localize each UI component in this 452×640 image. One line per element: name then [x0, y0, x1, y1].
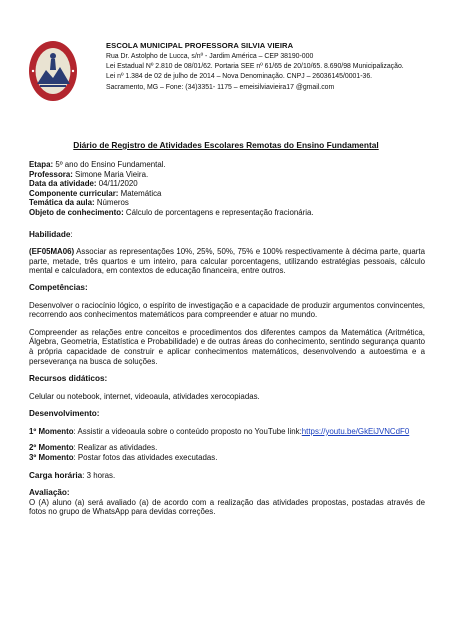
- info-label: Temática da aula:: [29, 198, 95, 208]
- habilidade-text: [29, 247, 425, 276]
- info-tematica: [29, 198, 425, 208]
- info-etapa: [29, 160, 425, 170]
- youtube-link[interactable]: https://youtu.be/GkEiJVNCdF0: [301, 426, 410, 436]
- carga-horaria: [29, 471, 425, 481]
- info-value: Cálculo de porcentagens e representação fracionária.: [123, 207, 314, 217]
- school-name: ESCOLA MUNICIPAL PROFESSORA SILVIA VIEIRA: [106, 41, 294, 50]
- legal-line: Lei nº 1.384 de 02 de julho de 2014 – Nova Denominação. CNPJ – 26036145/0001-36.: [106, 73, 373, 81]
- info-value: Números: [94, 198, 129, 208]
- legal-line: Lei Estadual Nº 2.810 de 08/01/62. Portaria SEE nº 61/65 de 20/10/65. 8.690/98 Municipalização.: [106, 63, 404, 71]
- recursos-text: Celular ou notebook, internet, videoaula, atividades xerocopiadas.: [29, 391, 260, 401]
- section-heading: Habilidade: [29, 229, 71, 239]
- competencias-heading: Competências:: [29, 282, 88, 292]
- info-block: [29, 160, 425, 218]
- address-line: Rua Dr. Astolpho de Lucca, s/nº - Jardim América – CEP 38190-000: [106, 53, 314, 60]
- info-label: Data da atividade:: [29, 179, 97, 189]
- competencia-paragraph: Desenvolver o raciocínio lógico, o espírito de investigação e a capacidade de produzir argumentos convincentes, recorrendo aos conhecimentos matemáticos para compreender e atuar no mundo.: [29, 300, 425, 320]
- info-label: Etapa:: [29, 160, 54, 169]
- habilidade-heading: [29, 230, 425, 240]
- momento-2: [29, 443, 425, 453]
- info-value: 04/11/2020: [96, 179, 138, 189]
- momento-label: 2º Momento: [29, 443, 74, 453]
- school-logo: [28, 40, 78, 104]
- avaliacao-heading: Avaliação:: [29, 488, 70, 498]
- info-value: Simone Maria Vieira.: [72, 169, 149, 179]
- momento-3: [29, 453, 425, 463]
- momento-text: : Realizar as atividades.: [73, 443, 158, 453]
- info-value: Matemática: [118, 188, 162, 198]
- desenvolvimento-heading: Desenvolvimento:: [29, 409, 100, 419]
- info-label: Objeto de conhecimento:: [29, 207, 124, 217]
- section-heading: Carga horária: [29, 470, 83, 480]
- momento-1: [29, 427, 425, 437]
- info-data: [29, 179, 425, 189]
- info-componente: [29, 189, 425, 199]
- momento-text: : Postar fotos das atividades executadas.: [73, 453, 218, 463]
- momento-text: : Assistir a videoaula sobre o conteúdo proposto no YouTube link:: [73, 426, 302, 436]
- info-value: 5º ano do Ensino Fundamental.: [53, 160, 166, 169]
- heading-colon: :: [70, 229, 73, 239]
- competencia-paragraph: Compreender as relações entre conceitos e procedimentos dos diferentes campos da Matemática (Aritmética, Álgebra, Geometria, Estatística e Probabilidade) e de outras áreas do conhecimento, sentindo segurança quanto à própria capacidade de construir e aplicar conhecimentos matemáticos, desenvolvendo a autoestima e a perseverança na busca de soluções.: [29, 327, 425, 366]
- info-professora: [29, 170, 425, 180]
- contact-line: Sacramento, MG – Fone: (34)3351- 1175 – emeisilviavieira17 @gmail.com: [106, 83, 335, 91]
- recursos-heading: Recursos didáticos:: [29, 374, 108, 384]
- carga-value: : 3 horas.: [82, 470, 116, 480]
- avaliacao-text: O (A) aluno (a) será avaliado (a) de acordo com a realização das atividades propostas, postadas através de fotos no grupo de WhatsApp para devidas correções.: [29, 497, 425, 517]
- bncc-code: (EF05MA06): [29, 247, 75, 257]
- momento-label: 3º Momento: [29, 453, 74, 463]
- info-label: Componente curricular:: [29, 188, 119, 198]
- habilidade-description: Associar as representações 10%, 25%, 50%, 75% e 100% respectivamente à décima parte, quarta parte, metade, três quartos e um inteiro, para calcular porcentagens, utilizando estratégias pessoais, cálculo mental e calculadora, em contextos de educação financeira, entre outros.: [29, 247, 425, 276]
- document-body: [29, 160, 425, 517]
- letterhead: [28, 40, 428, 124]
- info-objeto: [29, 208, 425, 218]
- document-title: Diário de Registro de Atividades Escolares Remotas do Ensino Fundamental: [73, 140, 379, 150]
- school-info: [106, 40, 436, 93]
- info-label: Professora:: [29, 169, 73, 179]
- momento-label: 1º Momento: [29, 426, 74, 436]
